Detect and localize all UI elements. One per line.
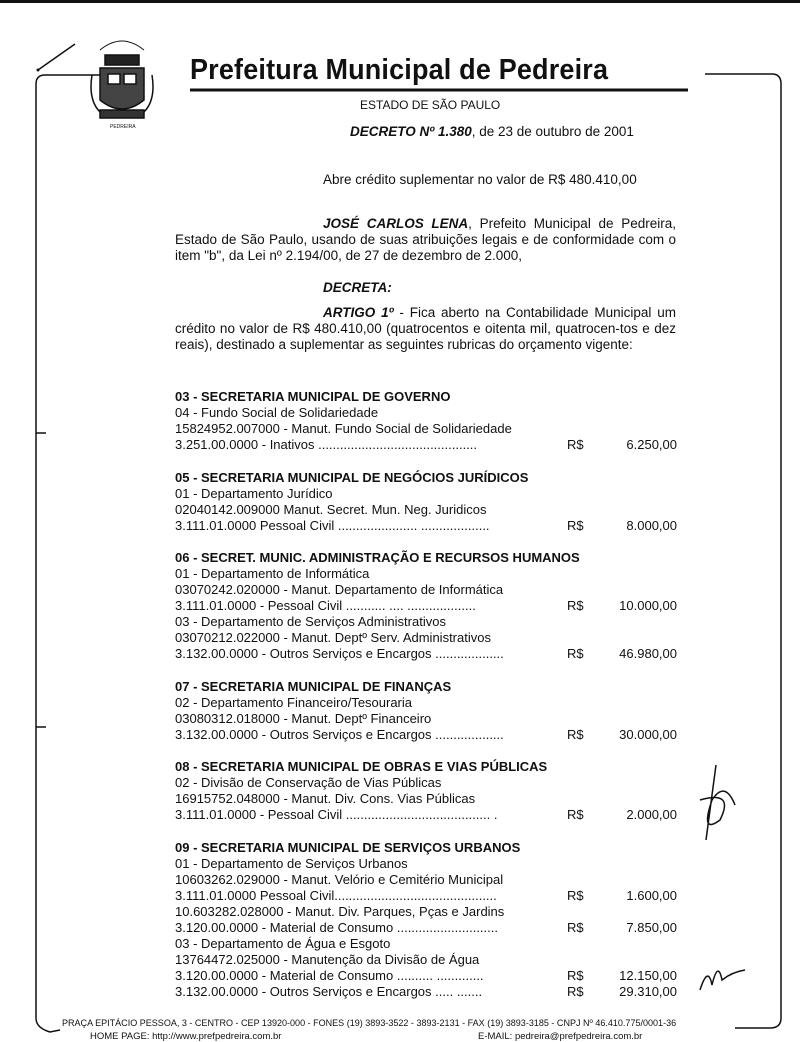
item-description: 3.111.01.0000 - Pessoal Civil ........... .... ...................: [175, 598, 476, 613]
section-line: 10.603282.028000 - Manut. Div. Parques, Pças e Jardins: [175, 903, 505, 919]
item-currency: R$: [567, 983, 584, 999]
decree-heading: [350, 124, 634, 139]
decree-ementa: Abre crédito suplementar no valor de R$ 480.410,00: [323, 172, 637, 187]
budget-section: [175, 470, 677, 534]
item-currency: R$: [567, 807, 584, 822]
mayor-name: JOSÉ CARLOS LENA: [323, 216, 469, 231]
item-amount: 46.980,00: [619, 646, 677, 661]
item-description: 3.111.01.0000 Pessoal Civil ...................... ...................: [175, 517, 490, 533]
budget-item: [175, 437, 677, 453]
item-currency: R$: [567, 887, 584, 903]
state-subtitle: ESTADO DE SÃO PAULO: [360, 98, 501, 112]
budget-section: [175, 759, 677, 823]
budget-item: [175, 598, 677, 614]
budget-section: [175, 389, 677, 453]
budget-item: [175, 727, 677, 743]
item-amount: 30.000,00: [619, 726, 677, 742]
item-description: 3.132.00.0000 - Outros Serviços e Encargos ...................: [175, 646, 504, 661]
decree-date: , de 23 de outubro de 2001: [471, 124, 634, 139]
item-currency: R$: [567, 919, 584, 935]
section-heading: 05 - SECRETARIA MUNICIPAL DE NEGÓCIOS JURÍDICOS: [175, 469, 529, 485]
item-description: 3.111.01.0000 Pessoal Civil.............................................: [175, 887, 497, 903]
budget-item: [175, 518, 677, 534]
item-amount: 2.000,00: [626, 807, 677, 822]
item-currency: R$: [567, 598, 584, 613]
section-line: 10603262.029000 - Manut. Velório e Cemitério Municipal: [175, 871, 504, 887]
section-line: 16915752.048000 - Manut. Div. Cons. Vias Públicas: [175, 791, 476, 806]
section-heading: 03 - SECRETARIA MUNICIPAL DE GOVERNO: [175, 389, 451, 404]
item-amount: 12.150,00: [619, 967, 677, 983]
section-line: 01 - Departamento de Informática: [175, 566, 370, 581]
item-description: 3.120.00.0000 - Material de Consumo .......... .............: [175, 967, 484, 983]
section-heading: 07 - SECRETARIA MUNICIPAL DE FINANÇAS: [175, 678, 452, 694]
section-line: 13764472.025000 - Manutenção da Divisão de Água: [175, 951, 480, 967]
svg-text:PEDREIRA: PEDREIRA: [110, 124, 136, 130]
section-line: 02040142.009000 Manut. Secret. Mun. Neg. Juridicos: [175, 501, 487, 517]
budget-section: [175, 550, 677, 662]
decree-number: DECRETO Nº 1.380: [350, 124, 472, 139]
section-line: 03070242.020000 - Manut. Departamento de Informática: [175, 582, 504, 597]
section-line: 01 - Departamento Jurídico: [175, 485, 333, 501]
section-line: 03070212.022000 - Manut. Deptº Serv. Administrativos: [175, 630, 491, 645]
footer-address: PRAÇA EPITÁCIO PESSOA, 3 - CENTRO - CEP 13920-000 - FONES (19) 3893-3522 - 3893-2131 - FAX (19) 3893-3185 - CNPJ Nº 46.410.775/0001-36: [62, 1018, 677, 1029]
footer-email[interactable]: E-MAIL: pedreira@prefpedreira.com.br: [478, 1031, 643, 1042]
decreta-label: DECRETA:: [323, 280, 392, 295]
budget-item: [175, 968, 677, 984]
item-amount: 7.850,00: [626, 919, 677, 935]
article-1: [175, 305, 676, 353]
section-line: 03 - Departamento de Serviços Administrativos: [175, 614, 446, 629]
item-description: 3.132.00.0000 - Outros Serviços e Encargos ...................: [175, 726, 504, 742]
section-heading: 08 - SECRETARIA MUNICIPAL DE OBRAS E VIAS PÚBLICAS: [175, 759, 548, 774]
item-currency: R$: [567, 517, 584, 533]
budget-item: [175, 920, 677, 936]
item-description: 3.120.00.0000 - Material de Consumo ............................: [175, 919, 498, 935]
budget-list: [175, 389, 677, 1016]
preamble: [175, 216, 676, 264]
item-description: 3.132.00.0000 - Outros Serviços e Encargos ..... .......: [175, 983, 483, 999]
item-currency: R$: [567, 646, 584, 661]
section-line: 02 - Divisão de Conservação de Vias Públicas: [175, 775, 442, 790]
item-description: 3.251.00.0000 - Inativos ............................................: [175, 437, 478, 452]
section-heading: 09 - SECRETARIA MUNICIPAL DE SERVIÇOS URBANOS: [175, 839, 521, 855]
budget-item: [175, 646, 677, 662]
preamble-text: , Prefeito Municipal de Pedreira, Estado de São Paulo, usando de suas atribuições legais e de conformidade com o item "b", da Lei nº 2.194/00, de 27 de dezembro de 2.000,: [175, 216, 676, 263]
item-amount: 1.600,00: [626, 887, 677, 903]
footer-homepage[interactable]: HOME PAGE: http://www.prefpedreira.com.br: [90, 1031, 282, 1042]
signature-mark: [700, 765, 745, 990]
item-amount: 29.310,00: [619, 983, 677, 999]
coat-of-arms-logo: [91, 41, 153, 130]
item-description: 3.111.01.0000 - Pessoal Civil ........................................ .: [175, 807, 498, 822]
budget-section: [175, 679, 677, 743]
section-line: 03080312.018000 - Manut. Deptº Financeiro: [175, 710, 432, 726]
section-line: 04 - Fundo Social de Solidariedade: [175, 405, 379, 420]
budget-item: [175, 888, 677, 904]
section-line: 01 - Departamento de Serviços Urbanos: [175, 855, 408, 871]
item-amount: 8.000,00: [626, 517, 677, 533]
article-label: ARTIGO 1º: [323, 305, 394, 320]
section-line: 03 - Departamento de Água e Esgoto: [175, 935, 391, 951]
item-amount: 6.250,00: [626, 437, 677, 452]
item-currency: R$: [567, 967, 584, 983]
budget-item: [175, 807, 677, 823]
section-heading: 06 - SECRET. MUNIC. ADMINISTRAÇÃO E RECURSOS HUMANOS: [175, 550, 580, 565]
item-amount: 10.000,00: [619, 598, 677, 613]
page-title: Prefeitura Municipal de Pedreira: [190, 54, 609, 86]
item-currency: R$: [567, 437, 584, 452]
item-currency: R$: [567, 726, 584, 742]
section-line: 02 - Departamento Financeiro/Tesouraria: [175, 694, 413, 710]
section-line: 15824952.007000 - Manut. Fundo Social de Solidariedade: [175, 421, 512, 436]
article-text: - Fica aberto na Contabilidade Municipal um crédito no valor de R$ 480.410,00 (quatrocentos e oitenta mil, quatrocen-tos e dez reais), destinado a suplementar as seguintes rubricas do orçamento vigente:: [175, 305, 676, 352]
budget-item: [175, 984, 677, 1000]
budget-section: [175, 840, 677, 1000]
